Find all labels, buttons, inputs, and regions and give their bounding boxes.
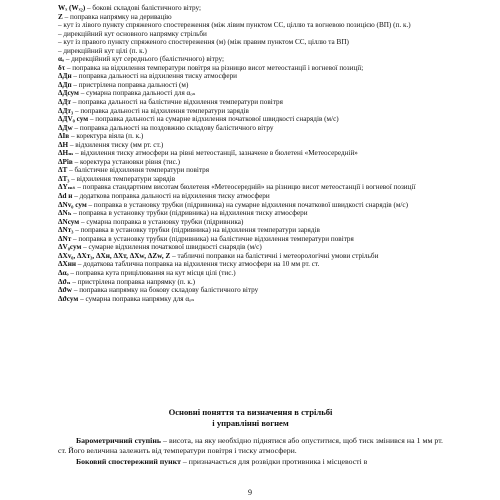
- definition-item: [58, 21, 443, 30]
- definition-symbol: ΔДт: [58, 98, 71, 107]
- definition-symbol: ΔNт₃: [58, 226, 74, 235]
- definition-text: – сумарна поправка дальності для αₒₙ: [78, 89, 196, 98]
- definition-symbol: ΔV₀сум: [58, 243, 82, 252]
- definition-symbol: ΔТ₃: [58, 174, 70, 183]
- definition-text: – відхилення тиску (мм рт. ст.): [68, 140, 164, 149]
- definition-item: [58, 13, 443, 22]
- definition-text: – поправка напрямку на бокову складову балістичного вітру: [72, 286, 259, 295]
- definition-text: – поправка в установку трубки (підривника) на відхилення тиску атмосфери: [71, 209, 308, 218]
- definition-text: – сумарне відхилення початкової швидкості снарядів (м/с): [81, 243, 262, 252]
- definition-text: – поправка дальності на балістичне відхилення температури повітря: [70, 98, 283, 107]
- definition-item: [58, 252, 443, 261]
- definition-text: – кут із правого пункту спряженого спостереження (м) (між правим пунктом СС, ціллю та ВП): [58, 38, 349, 47]
- definition-item: [58, 278, 443, 287]
- definition-text: – поправка дальності на поздовжню складову балістичного вітру: [72, 123, 274, 132]
- definition-item: [58, 183, 443, 192]
- definition-text: – поправка стандартним висотам бюлетеня «Метеосередній» на різницю висот метеостанції і вогневої позиції: [75, 183, 416, 192]
- definition-symbol: ΔNₕ: [58, 209, 72, 218]
- definition-item: [58, 47, 443, 56]
- definition-symbol: ΔІв: [58, 132, 70, 141]
- definition-symbol: δτ: [58, 63, 66, 72]
- definition-symbol: ΔРів: [58, 157, 73, 166]
- definition-text: – додаткова поправка дальності на відхилення тиску атмосфери: [72, 192, 270, 201]
- definition-text: – поправка дальності на відхилення тиску атмосфери: [71, 72, 238, 81]
- definition-symbol: ΔТ: [58, 166, 68, 175]
- definition-item: [58, 64, 443, 73]
- body-text: [58, 436, 443, 467]
- definition-symbol: ΔХv₀, ΔХт₃, ΔХн, ΔХт, ΔХw, ΔZw, Z: [58, 251, 171, 260]
- definition-symbol: αₒ: [58, 55, 65, 64]
- definitions-list: [58, 4, 443, 303]
- definition-symbol: ΔNv₀ сум: [58, 200, 87, 209]
- definition-symbol: ΔДп: [58, 80, 72, 89]
- paragraph: [58, 457, 443, 467]
- definition-item: [58, 81, 443, 90]
- definition-item: [58, 175, 443, 184]
- definition-item: [58, 89, 443, 98]
- definition-text: – поправка дальності на відхилення температури зарядів: [73, 106, 249, 115]
- definition-text: – відхилення тиску атмосфери на рівні метеостанції, зазначене в бюлетені «Метеосередній»: [73, 149, 358, 158]
- definition-text: – коректура віяла (п. к.): [69, 132, 144, 141]
- definition-symbol: Wₓ (Wₓ₂): [58, 4, 86, 12]
- definition-item: [58, 260, 443, 269]
- definition-item: [58, 38, 443, 47]
- definition-item: [58, 158, 443, 167]
- definition-symbol: ΔХнн: [58, 260, 76, 269]
- definition-symbol: Z: [58, 12, 63, 21]
- paragraph-text: – призначається для розвідки противника і місцевості в: [180, 456, 368, 466]
- definition-item: [58, 235, 443, 244]
- definition-item: [58, 115, 443, 124]
- definition-text: – дирекційний кут основного напрямку стрільби: [58, 29, 207, 38]
- definition-item: [58, 209, 443, 218]
- paragraph-term: Барометричний ступінь: [76, 436, 161, 445]
- definition-symbol: ΔДw: [58, 123, 73, 132]
- definition-symbol: ΔДт₃: [58, 106, 74, 115]
- definition-text: – поправка в установку трубки (підривника) на балістичне відхилення температури повітря: [71, 234, 354, 243]
- section-heading-line-1: Основні поняття та визначення в стрільбі: [168, 407, 333, 417]
- definition-item: [58, 201, 443, 210]
- definition-text: – балістичне відхилення температури повітря: [67, 166, 210, 175]
- definition-item: [58, 132, 443, 141]
- paragraph: [58, 436, 443, 456]
- definition-item: [58, 166, 443, 175]
- definition-text: – сумарна поправка в установку трубки (підривника): [79, 217, 244, 226]
- definition-text: – поправка напрямку на деривацію: [62, 12, 172, 21]
- definition-item: [58, 269, 443, 278]
- definition-symbol: ΔNт: [58, 234, 72, 243]
- definition-symbol: ΔДн: [58, 72, 72, 81]
- definition-text: – поправка кута прицілювання на кут місця цілі (тис.): [68, 268, 236, 277]
- definition-item: [58, 141, 443, 150]
- definition-text: – пристрілена поправка дальності (м): [71, 80, 189, 89]
- definition-item: [58, 295, 443, 304]
- definition-text: – відхилення температури зарядів: [69, 174, 176, 183]
- definition-text: – пристрілена поправка напрямку (п. к.): [70, 277, 196, 286]
- definition-symbol: Δϑw: [58, 286, 73, 295]
- definition-item: [58, 98, 443, 107]
- definition-item: [58, 30, 443, 39]
- definition-item: [58, 226, 443, 235]
- definition-symbol: ΔНₘ: [58, 149, 74, 158]
- page-number: 9: [248, 488, 252, 497]
- definition-text: – дирекційний кут цілі (п. к.): [58, 46, 147, 55]
- definition-item: [58, 72, 443, 81]
- paragraph-text: – висота, на яку необхідно піднятися або опуститися, щоб тиск змінився на 1 мм рт. ст. Його величина залежить від температури повітря і тиску атмосфери.: [58, 436, 443, 455]
- section-heading: [58, 407, 443, 428]
- definition-text: – сумарна поправка напрямку для αₒₙ: [78, 294, 195, 303]
- definition-text: – поправка в установку трубки (підривника) на сумарне відхилення початкової швидкості снарядів (м/с): [86, 200, 408, 209]
- paragraph-term: Боковий спостережний пункт: [76, 456, 181, 466]
- section-heading-line-2: і управлінні вогнем: [212, 417, 289, 428]
- definition-symbol: ΔNсум: [58, 217, 80, 226]
- definition-item: [58, 124, 443, 133]
- definition-item: [58, 149, 443, 158]
- definition-item: [58, 218, 443, 227]
- definition-symbol: ΔДсум: [58, 89, 79, 98]
- definition-item: [58, 286, 443, 295]
- definition-symbol: ΔYₘₜ: [58, 183, 76, 192]
- definition-symbol: Δd н: [58, 192, 73, 201]
- definition-text: – поправка на відхилення температури повітря на різницю висот метеостанції і вогневої позиції;: [65, 63, 364, 72]
- definition-text: – табличні поправки на балістичні і метеорологічні умови стрільби: [170, 251, 379, 260]
- definition-item: [58, 192, 443, 201]
- definition-item: [58, 4, 443, 13]
- definition-text: – кут із лівого пункту спряженого спостереження (між лівим пунктом СС, ціллю та вогневою позицією (ВП) (п. к.): [58, 21, 411, 30]
- definition-text: – додаткова таблична поправка на відхилення тиску атмосфери на 10 мм рт. ст.: [75, 260, 320, 269]
- definition-text: – поправка в установку трубки (підривника) на відхилення температури зарядів: [73, 226, 320, 235]
- definition-text: – бокові складові балістичного вітру;: [85, 4, 201, 12]
- definition-text: – поправка дальності на сумарне відхилення початкової швидкості снарядів (м/с): [88, 115, 339, 124]
- definition-text: – коректура установки рівня (тис.): [72, 157, 180, 166]
- definition-text: – дирекційний кут середнього (балістичного) вітру;: [64, 55, 224, 64]
- definition-symbol: Δϑₙ: [58, 277, 71, 286]
- definition-item: [58, 55, 443, 64]
- definition-symbol: Δϑсум: [58, 294, 79, 303]
- definition-symbol: ΔДV₀ сум: [58, 115, 89, 124]
- definition-item: [58, 107, 443, 116]
- definition-symbol: ΔН: [58, 140, 69, 149]
- definition-symbol: Δαₒ: [58, 268, 69, 277]
- definition-item: [58, 243, 443, 252]
